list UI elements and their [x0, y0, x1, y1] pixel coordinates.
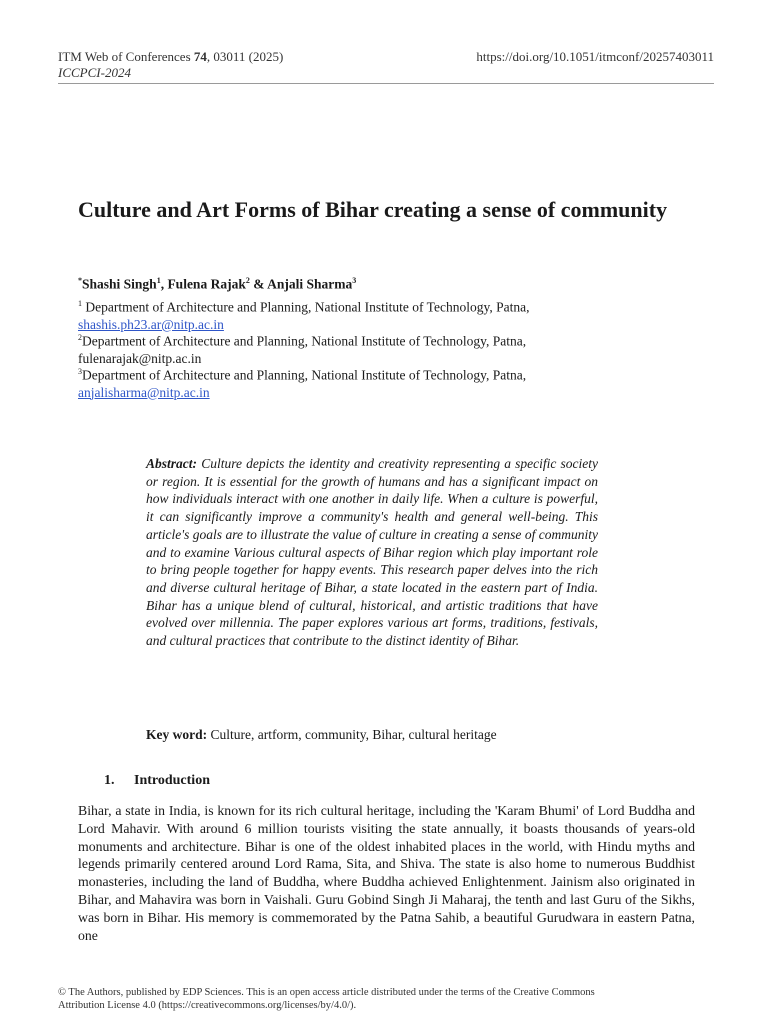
affiliation-1: $^1$ Department of Architecture and Planning, National Institute of Technology, Patna, shashis.ph23.ar@nitp.ac.in [78, 295, 698, 333]
conference-name: ICCPCI-2024 [58, 65, 131, 80]
author-name: Shashi Singh [82, 276, 157, 292]
keywords-text: Culture, artform, community, Bihar, cultural heritage [210, 727, 497, 742]
author-name: Fulena Rajak [167, 276, 246, 292]
author-email: fulenarajak@nitp.ac.in [78, 350, 202, 366]
keywords [146, 727, 497, 743]
running-header [58, 49, 283, 81]
affiliation-3: $^3$Department of Architecture and Planning, National Institute of Technology, Patna, anjalisharma@nitp.ac.in [78, 363, 698, 401]
journal-citation: ITM Web of Conferences 74, 03011 (2025) [58, 49, 284, 64]
author-name: Anjali Sharma [267, 276, 353, 292]
header-divider [58, 83, 714, 84]
paper-title: Culture and Art Forms of Bihar creating a sense of community [78, 197, 668, 222]
abstract-label: Abstract: [146, 456, 198, 471]
keywords-label: Key word: [146, 727, 208, 742]
author-list: *Shashi Singh$^1$, Fulena Rajak$^2$ & Anjali Sharma$^3$ [78, 276, 357, 292]
section-heading [104, 773, 210, 789]
section-number: 1. [104, 773, 115, 788]
corresponding-author-mark: * [78, 276, 82, 285]
section-title: Introduction [134, 773, 210, 788]
license-footer: © The Authors, published by EDP Sciences. This is an open access article distributed under the terms of the Creative Commons Attribution License 4.0 (https://creativecommons.org/licenses/by/4.0/). [58, 987, 595, 1011]
body-paragraph: Bihar, a state in India, is known for its rich cultural heritage, including the 'Karam Bhumi' of Lord Buddha and Lord Mahavir. With around 6 million tourists visiting the state annually, it boasts thousands of years-old monuments and architecture. Bihar is one of the oldest inhabited places in the world, with Hindu myths and legends primarily centered around Lord Rama, Sita, and Shiva. The state is also home to numerous Buddhist monasteries, including the land of Buddha, where Buddha achieved Enlightenment. Jainism also originated in Bihar, and Mahavira was born in Vaishali. Guru Gobind Singh Ji Maharaj, the tenth and last Guru of the Sikhs, was born in Bihar. His memory is commemorated by the Patna Sahib, a beautiful Gurudwara in eastern Patna, one [78, 803, 695, 943]
volume-number: 74 [193, 49, 207, 64]
abstract [146, 455, 598, 650]
author-email-link[interactable]: anjalisharma@nitp.ac.in [78, 384, 210, 400]
abstract-text: Culture depicts the identity and creativity representing a specific society or region. It is essential for the growth of humans and has a significant impact on how individuals interact with one another in daily life. When a culture is powerful, it can significantly improve a community's health and general well-being. This article's goals are to illustrate the value of culture in creating a sense of community and to examine Various cultural aspects of Bihar region which play important role to bring people together for happy events. This research paper delves into the rich and diverse cultural heritage of Bihar, a state located in the eastern part of India. Bihar has a unique blend of cultural, historical, and artistic traditions that have evolved over millennia. The paper explores various art forms, traditions, festivals, and cultural practices that contribute to the distinct identity of Bihar. [146, 456, 598, 649]
doi-link[interactable]: https://doi.org/10.1051/itmconf/20257403011 [476, 49, 714, 64]
author-email-link[interactable]: shashis.ph23.ar@nitp.ac.in [78, 316, 224, 332]
affiliation-2: $^2$Department of Architecture and Planning, National Institute of Technology, Patna, fulenarajak@nitp.ac.in [78, 329, 698, 367]
